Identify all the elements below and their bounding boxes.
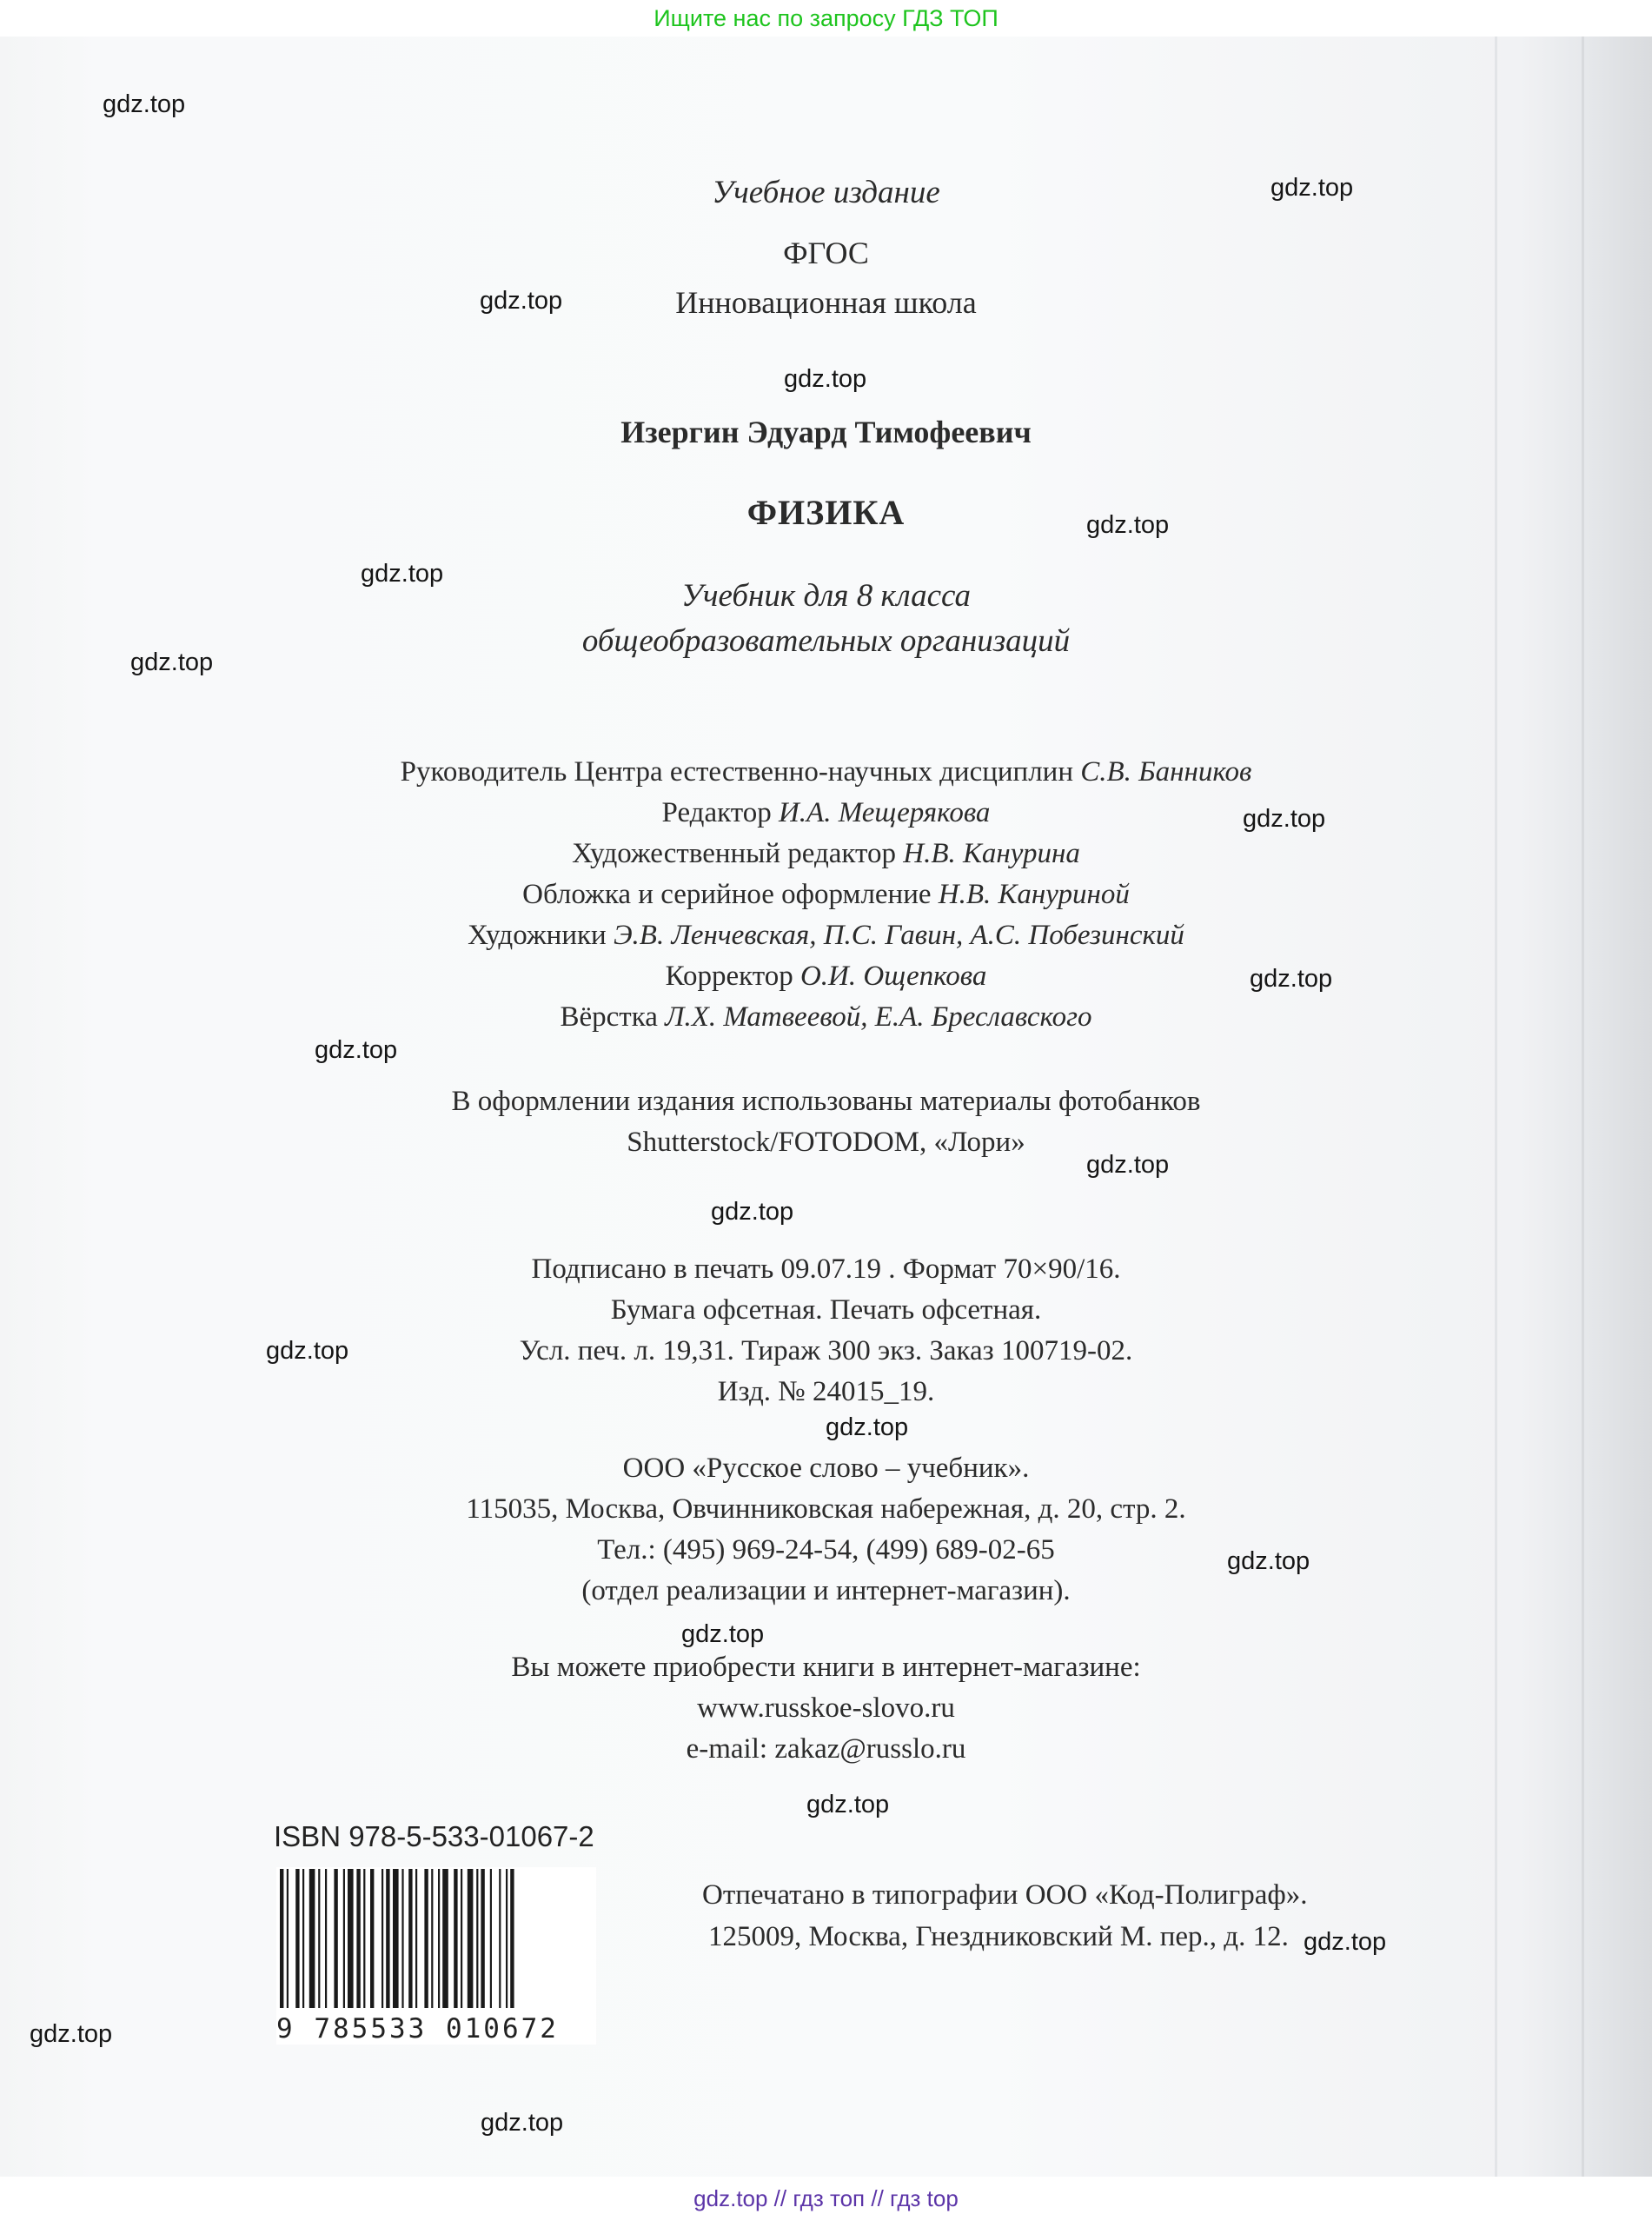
shop-url[interactable]: www.russkoe-slovo.ru [697,1692,955,1724]
credit-role: Редактор [661,797,772,828]
credit-role: Руководитель Центра естественно-научных дисциплин [400,756,1073,788]
watermark-text: gdz.top [481,2109,564,2137]
credit-name: О.И. Ощепкова [799,961,987,992]
credit-role: Художественный редактор [572,838,897,869]
print-info-line: Усл. печ. л. 19,31. Тираж 300 экз. Заказ 100719-02. [519,1335,1133,1366]
watermark-text: gdz.top [1271,174,1354,202]
watermark-text: gdz.top [711,1198,794,1226]
watermark-text: gdz.top [30,2020,113,2048]
series-title: Инновационная школа [675,285,977,320]
watermark-text: gdz.top [1086,1151,1170,1179]
watermark-text: gdz.top [315,1036,398,1064]
print-info-line: Подписано в печать 09.07.19 . Формат 70×90/16. [531,1253,1121,1285]
watermark-text: gdz.top [826,1413,909,1441]
print-info-line: Бумага офсетная. Печать офсетная. [610,1294,1042,1326]
watermark-text: gdz.top [130,648,214,676]
bottom-banner[interactable]: gdz.top // гдз топ // гдз top [0,2177,1652,2234]
barcode [276,1867,596,2045]
barcode-bars [276,1867,596,2011]
standard-label: ФГОС [783,236,869,270]
watermark-text: gdz.top [1227,1547,1310,1575]
credit-role: Вёрстка [560,1001,658,1033]
book-page [0,37,1652,2177]
credit-role: Корректор [665,961,793,992]
credit-line [0,797,1652,829]
print-info-line: Изд. № 24015_19. [717,1376,935,1407]
watermark-text: gdz.top [681,1620,765,1648]
watermark-text: gdz.top [361,560,444,588]
edition-type: Учебное издание [712,175,940,210]
credit-line [0,838,1652,870]
grade-line-2: общеобразовательных организаций [581,623,1071,659]
credit-name: И.А. Мещерякова [778,797,991,828]
watermark-text: gdz.top [266,1337,349,1365]
photo-credit-line: Shutterstock/FOTODOM, «Лори» [627,1127,1025,1158]
shop-email[interactable]: e-mail: zakaz@russlo.ru [686,1733,966,1765]
isbn-label: ISBN 978-5-533-01067-2 [274,1820,594,1852]
credit-name: Н.В. Канурина [903,838,1080,869]
watermark-text: gdz.top [784,365,867,393]
credit-name: Н.В. Кануриной [938,879,1130,910]
publisher-line: ООО «Русское слово – учебник». [622,1453,1030,1484]
credit-line [0,1001,1652,1034]
credit-role: Обложка и серийное оформление [522,879,932,910]
credit-line [0,920,1652,952]
watermark-text: gdz.top [806,1791,890,1818]
printer-line: Отпечатано в типографии ООО «Код-Полиграф». [702,1879,1308,1911]
barcode-digits: 9 785533 010672 [276,2013,559,2045]
credit-line [0,879,1652,911]
watermark-text: gdz.top [480,287,563,315]
publisher-line: Тел.: (495) 969-24-54, (499) 689-02-65 [597,1534,1055,1566]
watermark-text: gdz.top [1243,805,1326,833]
credit-name: Л.Х. Матвеевой, Е.А. Бреславского [665,1001,1092,1033]
credit-role: Художники [468,920,607,951]
watermark-text: gdz.top [103,90,186,118]
credit-name: С.В. Банников [1080,756,1252,788]
author-name: Изергин Эдуард Тимофеевич [620,415,1032,449]
photo-credit-line: В оформлении издания использованы материалы фотобанков [451,1086,1201,1117]
grade-line-1: Учебник для 8 класса [680,578,972,614]
shop-line: Вы можете приобрести книги в интернет-магазине: [511,1652,1141,1683]
publisher-line: (отдел реализации и интернет-магазин). [581,1575,1071,1606]
credit-line [0,756,1652,788]
publisher-line: 115035, Москва, Овчинниковская набережная, д. 20, стр. 2. [466,1493,1186,1525]
watermark-text: gdz.top [1086,511,1170,539]
watermark-text: gdz.top [1250,965,1333,993]
top-banner[interactable]: Ищите нас по запросу ГДЗ ТОП [0,0,1652,37]
book-subject: ФИЗИКА [746,493,906,532]
credit-line [0,961,1652,993]
watermark-text: gdz.top [1304,1928,1387,1956]
printer-line: 125009, Москва, Гнездниковский М. пер., д. 12. [708,1921,1289,1952]
credit-name: Э.В. Ленчевская, П.С. Гавин, А.С. Побезинский [613,920,1184,951]
